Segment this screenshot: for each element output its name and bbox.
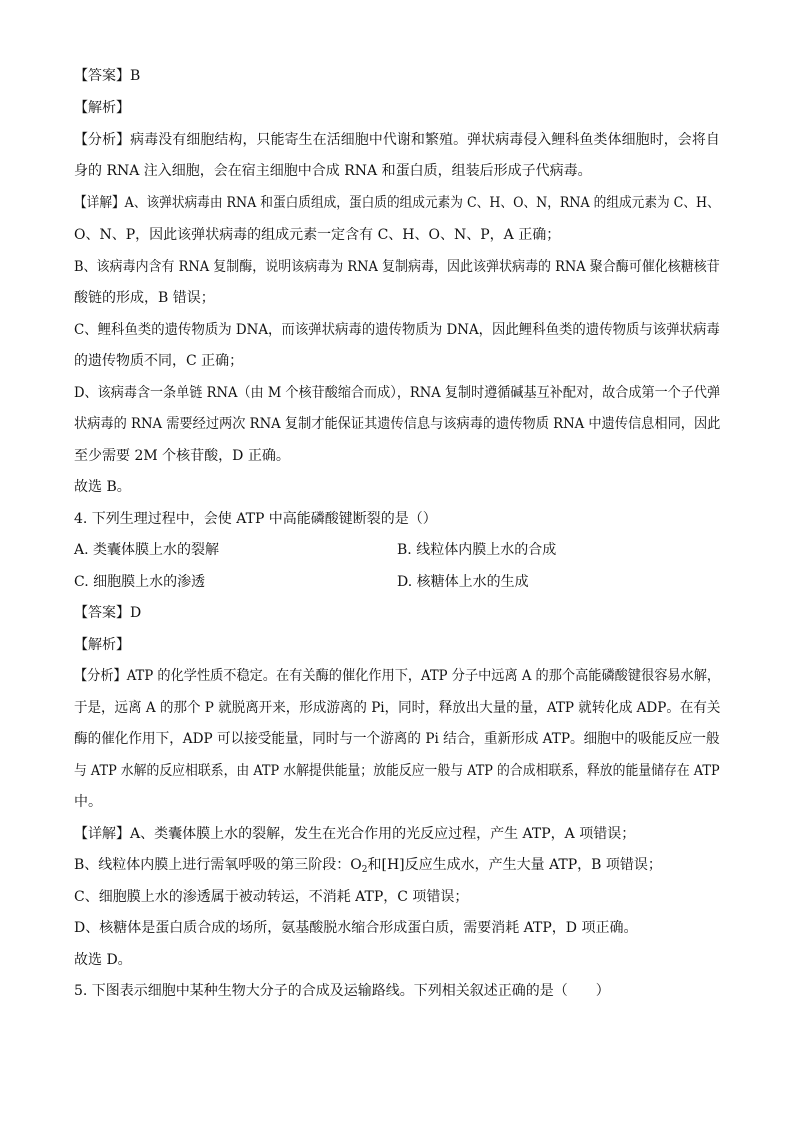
q4-xiangjie-line-2-part-2: 和[H]反应生成水，产生大量 ATP，B 项错误； bbox=[367, 857, 662, 873]
q3-analysis-heading: 【解析】 bbox=[74, 100, 130, 116]
q4-option-c: C. 细胞膜上水的渗透 bbox=[74, 574, 206, 590]
q3-xiangjie-line-7: D、该病毒含一条单链 RNA（由 M 个核苷酸缩合而成），RNA 复制时遵循碱基互补配对，故合成第一个子代弹 bbox=[74, 385, 721, 401]
q3-xiangjie-line-8: 状病毒的 RNA 需要经过两次 RNA 复制才能保证其遗传信息与该病毒的遗传物质 RNA 中遗传信息相同，因此 bbox=[74, 416, 721, 432]
q3-xiangjie-line-9: 至少需要 2M 个核苷酸，D 正确。 bbox=[74, 448, 290, 464]
q3-xiangjie-line-1: 【详解】A、该弹状病毒由 RNA 和蛋白质组成，蛋白质的组成元素为 C、H、O、N，RNA 的组成元素为 C、H、 bbox=[74, 195, 720, 211]
q4-option-d: D. 核糖体上水的生成 bbox=[397, 574, 529, 590]
q3-xiangjie-line-6: 的遗传物质不同，C 正确； bbox=[74, 353, 244, 369]
q3-conclusion: 故选 B。 bbox=[74, 479, 131, 495]
q4-fenxi-line-2: 于是，远离 A 的那个 P 就脱离开来，形成游离的 Pi，同时，释放出大量的量，ATP 就转化成 ADP。在有关 bbox=[74, 700, 721, 716]
q5-stem: 5. 下图表示细胞中某种生物大分子的合成及运输路线。下列相关叙述正确的是（ ） bbox=[74, 983, 610, 999]
q3-xiangjie-line-5: C、鲤科鱼类的遗传物质为 DNA，而该弹状病毒的遗传物质为 DNA，因此鲤科鱼类的遗传物质与该弹状病毒 bbox=[74, 322, 720, 338]
q3-fenxi-line-2: 身的 RNA 注入细胞，会在宿主细胞中合成 RNA 和蛋白质，组装后形成子代病毒。 bbox=[74, 163, 592, 179]
q4-fenxi-line-1: 【分析】ATP 的化学性质不稳定。在有关酶的催化作用下，ATP 分子中远离 A 的那个高能磷酸键很容易水解， bbox=[74, 668, 721, 684]
q4-xiangjie-line-4: D、核糖体是蛋白质合成的场所，氨基酸脱水缩合形成蛋白质，需要消耗 ATP，D 项正确。 bbox=[74, 920, 638, 936]
q4-option-a: A. 类囊体膜上水的裂解 bbox=[74, 542, 220, 558]
q3-fenxi-line-1: 【分析】病毒没有细胞结构，只能寄生在活细胞中代谢和繁殖。弹状病毒侵入鲤科鱼类体细胞时，会将自 bbox=[74, 132, 720, 148]
q4-xiangjie-line-2-part-1: B、线粒体内膜上进行需氧呼吸的第三阶段：O bbox=[74, 857, 362, 873]
q4-xiangjie-line-1: 【详解】A、类囊体膜上水的裂解，发生在光合作用的光反应过程，产生 ATP，A 项错误； bbox=[74, 826, 636, 842]
q3-xiangjie-line-2: O、N、P，因此该弹状病毒的组成元素一定含有 C、H、O、N、P，A 正确； bbox=[74, 227, 561, 243]
q4-stem: 4. 下列生理过程中，会使 ATP 中高能磷酸键断裂的是（） bbox=[74, 511, 437, 527]
q4-fenxi-line-4: 与 ATP 水解的反应相联系，由 ATP 水解提供能量；放能反应一般与 ATP 的合成相联系，释放的能量储存在 ATP bbox=[74, 763, 720, 779]
q4-answer: 【答案】D bbox=[74, 605, 142, 621]
o2-subscript: 2 bbox=[361, 865, 368, 875]
q3-xiangjie-line-4: 酸链的形成，B 错误； bbox=[74, 290, 215, 306]
q4-option-b: B. 线粒体内膜上水的合成 bbox=[397, 542, 557, 558]
q3-xiangjie-line-3: B、该病毒内含有 RNA 复制酶，说明该病毒为 RNA 复制病毒，因此该弹状病毒的 RNA 聚合酶可催化核糖核苷 bbox=[74, 259, 720, 275]
q3-answer: 【答案】B bbox=[74, 68, 141, 84]
q4-conclusion: 故选 D。 bbox=[74, 952, 132, 968]
q4-xiangjie-line-3: C、细胞膜上水的渗透属于被动转运，不消耗 ATP，C 项错误； bbox=[74, 889, 469, 905]
q4-analysis-heading: 【解析】 bbox=[74, 637, 130, 653]
q4-fenxi-line-3: 酶的催化作用下，ADP 可以接受能量，同时与一个游离的 Pi 结合，重新形成 ATP。细胞中的吸能反应一般 bbox=[74, 731, 720, 747]
q4-xiangjie-line-2 bbox=[74, 855, 662, 875]
q4-fenxi-line-5: 中。 bbox=[74, 794, 102, 810]
